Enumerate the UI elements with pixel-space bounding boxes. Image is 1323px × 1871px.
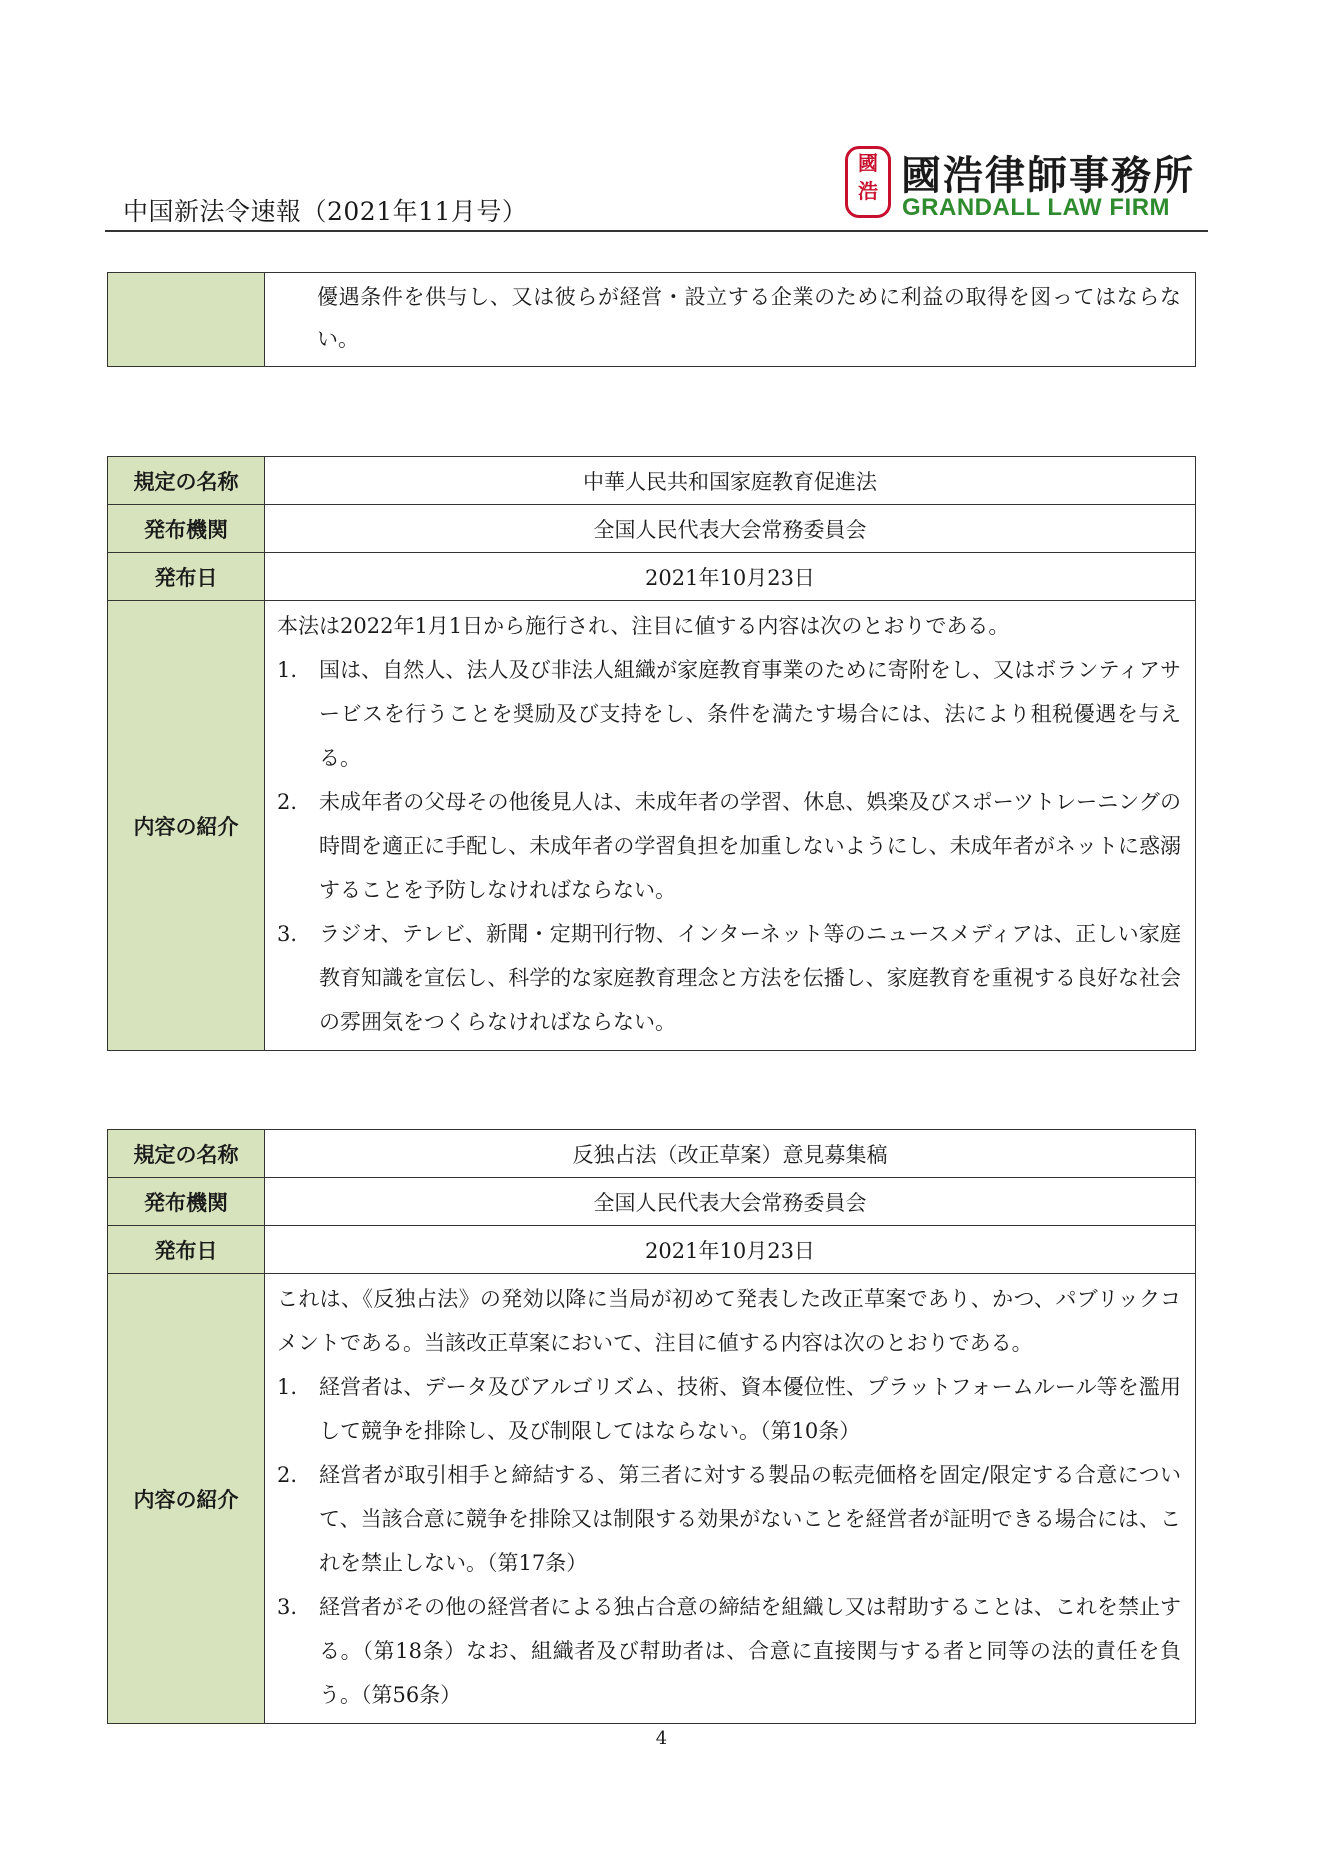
list-number: 1.: [277, 1375, 298, 1399]
list-item: [277, 648, 1181, 780]
list-item: [277, 912, 1181, 1044]
list-text: 経営者が取引相手と締結する、第三者に対する製品の転売価格を固定/限定する合意について、当該合意に競争を排除又は制限する効果がないことを経営者が証明できる場合には、これを禁止しない。（第17条）: [319, 1463, 1181, 1575]
list-number: 3.: [277, 922, 298, 946]
list-item: [277, 1585, 1181, 1717]
continuation-label-cell: [108, 273, 265, 367]
seal-icon: 國 浩: [845, 146, 891, 218]
continuation-text: 優遇条件を供与し、又は彼らが経営・設立する企業のために利益の取得を図ってはならない。: [265, 273, 1196, 367]
page-header: [105, 140, 1208, 232]
law2-name: 反独占法（改正草案）意見募集稿: [265, 1130, 1196, 1178]
list-text: ラジオ、テレビ、新聞・定期刊行物、インターネット等のニュースメディアは、正しい家庭教育知識を宣伝し、科学的な家庭教育理念と方法を伝播し、家庭教育を重視する良好な社会の雰囲気をつくらなければならない。: [319, 922, 1181, 1034]
law2-intro: これは、《反独占法》の発効以降に当局が初めて発表した改正草案であり、かつ、パブリックコメントである。当該改正草案において、注目に値する内容は次のとおりである。: [277, 1287, 1181, 1355]
label-issuer: 発布機関: [108, 505, 265, 553]
law-table-1: [107, 456, 1196, 1051]
law1-name: 中華人民共和国家庭教育促進法: [265, 457, 1196, 505]
law1-issuer: 全国人民代表大会常務委員会: [265, 505, 1196, 553]
law2-issuer: 全国人民代表大会常務委員会: [265, 1178, 1196, 1226]
label-date: 発布日: [108, 553, 265, 601]
law1-date: 2021年10月23日: [265, 553, 1196, 601]
law1-summary: [265, 601, 1196, 1051]
law2-summary: [265, 1274, 1196, 1724]
label-name: 規定の名称: [108, 457, 265, 505]
list-text: 経営者がその他の経営者による独占合意の締結を組織し又は幇助することは、これを禁止する。（第18条）なお、組織者及び幇助者は、合意に直接関与する者と同等の法的責任を負う。（第56条）: [319, 1595, 1181, 1707]
label-issuer: 発布機関: [108, 1178, 265, 1226]
header-divider: [105, 230, 1208, 232]
list-item: [277, 780, 1181, 912]
page-number: 4: [655, 1728, 668, 1749]
label-date: 発布日: [108, 1226, 265, 1274]
law2-date: 2021年10月23日: [265, 1226, 1196, 1274]
list-text: 経営者は、データ及びアルゴリズム、技術、資本優位性、プラットフォームルール等を濫用して競争を排除し、及び制限してはならない。（第10条）: [319, 1375, 1181, 1443]
list-item: [277, 1365, 1181, 1453]
list-text: 未成年者の父母その他後見人は、未成年者の学習、休息、娯楽及びスポーツトレーニングの時間を適正に手配し、未成年者の学習負担を加重しないようにし、未成年者がネットに惑溺することを予防しなければならない。: [319, 790, 1181, 902]
list-number: 1.: [277, 658, 298, 682]
label-summary: 内容の紹介: [108, 601, 265, 1051]
list-number: 2.: [277, 1463, 298, 1487]
list-text: 国は、自然人、法人及び非法人組織が家庭教育事業のために寄附をし、又はボランティアサービスを行うことを奨励及び支持をし、条件を満たす場合には、法により租税優遇を与える。: [319, 658, 1181, 770]
label-summary: 内容の紹介: [108, 1274, 265, 1724]
list-item: [277, 1453, 1181, 1585]
list-number: 3.: [277, 1595, 298, 1619]
firm-name-en: GRANDALL LAW FIRM: [902, 194, 1171, 221]
law-table-2: [107, 1129, 1196, 1724]
continuation-table: [107, 272, 1196, 367]
list-number: 2.: [277, 790, 298, 814]
header-title: 中国新法令速報（2021年11月号）: [123, 197, 528, 226]
firm-name-cn: 國浩律師事務所: [901, 153, 1195, 199]
firm-logo: [845, 144, 1205, 224]
law1-intro: 本法は2022年1月1日から施行され、注目に値する内容は次のとおりである。: [277, 614, 1010, 638]
label-name: 規定の名称: [108, 1130, 265, 1178]
